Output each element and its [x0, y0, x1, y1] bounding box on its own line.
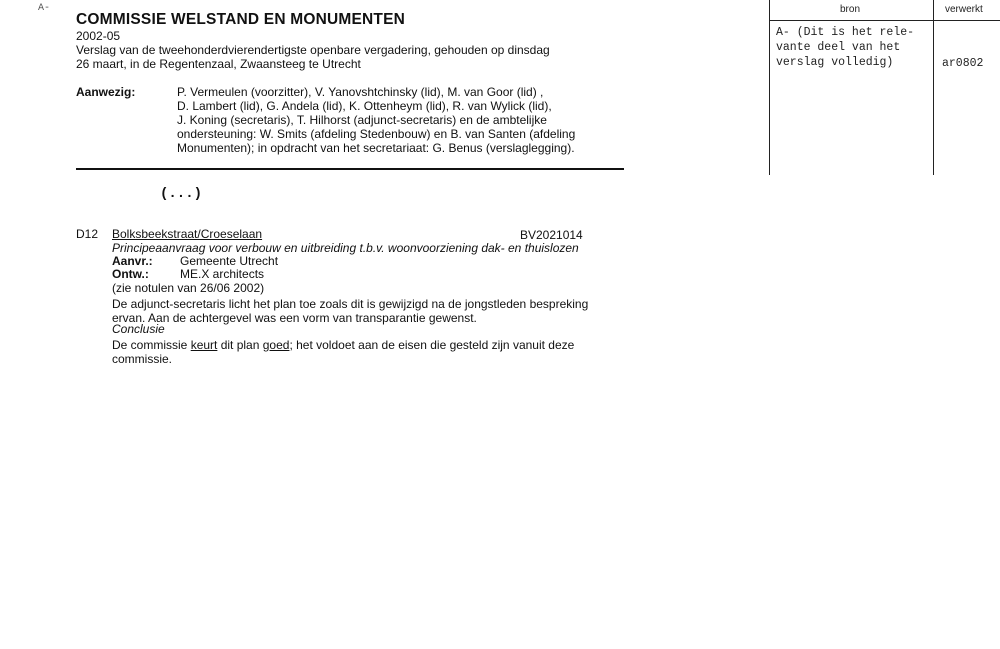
conclusion-text: De commissie [112, 338, 191, 352]
attendance-line: P. Vermeulen (voorzitter), V. Yanovshtchinsky (lid), M. van Goor (lid) , [177, 85, 544, 99]
designer-value: ME.X architects [180, 267, 265, 281]
conclusion-keurt: keurt [190, 338, 218, 352]
item-subtitle: Principeaanvraag voor verbouw en uitbreiding t.b.v. woonvoorziening dak- en thuislozen [112, 241, 579, 255]
item-number: D12 [76, 227, 99, 241]
attendance-line: D. Lambert (lid), G. Andela (lid), K. Ottenheym (lid), R. van Wylick (lid), [177, 99, 552, 113]
item-note: (zie notulen van 26/06 2002) [112, 281, 265, 295]
conclusion-text: dit plan [217, 338, 263, 352]
document-title: COMMISSIE WELSTAND EN MONUMENTEN [76, 11, 406, 28]
applicant-label: Aanvr.: [112, 254, 153, 268]
section-divider [76, 168, 624, 170]
omission-ellipsis: (...) [160, 186, 203, 202]
meeting-description-line-2: 26 maart, in de Regentenzaal, Zwaansteeg te Utrecht [76, 57, 361, 71]
item-reference: BV2021014 [520, 228, 583, 242]
attendance-line: Monumenten); in opdracht van het secretariaat: G. Benus (verslaglegging). [177, 141, 575, 155]
item-location: Bolksbeekstraat/Croeselaan [112, 227, 263, 241]
applicant-value: Gemeente Utrecht [180, 254, 279, 268]
conclusion-label: Conclusie [112, 322, 165, 336]
column-header-verwerkt: verwerkt [945, 4, 983, 15]
column-header-bron: bron [840, 4, 861, 15]
margin-mark: A- [38, 3, 51, 14]
source-note-line: verslag volledig) [776, 56, 894, 69]
designer-label: Ontw.: [112, 267, 149, 281]
source-note-line: vante deel van het [776, 41, 901, 54]
source-box-column-divider [933, 0, 934, 175]
conclusion-text: ; het voldoet aan de eisen die gesteld zijn vanuit deze [289, 338, 575, 352]
conclusion-line-1 [112, 338, 574, 352]
attendance-line: J. Koning (secretaris), T. Hilhorst (adjunct-secretaris) en de ambtelijke [177, 113, 547, 127]
source-box-left-border [769, 0, 770, 175]
conclusion-line-2: commissie. [112, 352, 173, 366]
meeting-description-line-1: Verslag van de tweehonderdvierendertigste openbare vergadering, gehouden op dinsdag [76, 43, 550, 57]
document-code: 2002-05 [76, 29, 121, 43]
verwerkt-code: ar0802 [942, 57, 984, 70]
item-body-line-1: De adjunct-secretaris licht het plan toe zoals dit is gewijzigd na de jongstleden bespreking [112, 297, 589, 311]
attendance-line: ondersteuning: W. Smits (afdeling Stedenbouw) en B. van Santen (afdeling [177, 127, 576, 141]
conclusion-goed: goed [262, 338, 290, 352]
item-body-line-2: ervan. Aan de achtergevel was een vorm van transparantie gewenst. [112, 311, 477, 325]
source-note-line: A- (Dit is het rele- [776, 26, 915, 39]
attendance-label: Aanwezig: [76, 85, 136, 99]
source-box-header-rule [769, 20, 1000, 21]
